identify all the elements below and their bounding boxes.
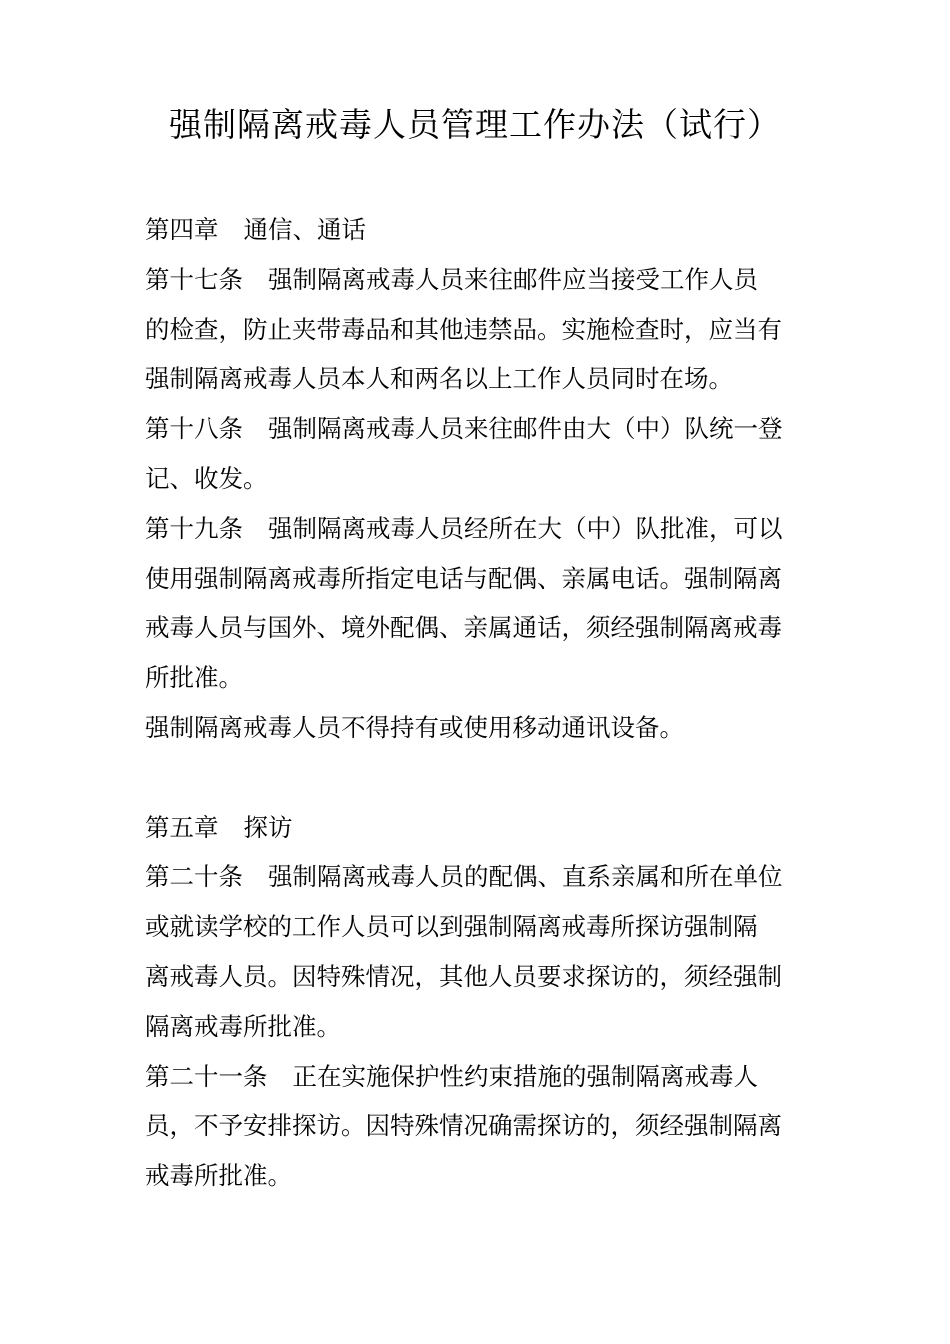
article-text: 强制隔离戒毒人员来往邮件由大（中）队统一登 (268, 414, 783, 444)
chapter-title: 通信、通话 (243, 215, 366, 244)
document-title: 强制隔离戒毒人员管理工作办法（试行） (169, 105, 781, 144)
article-text: 正在实施保护性约束措施的强制隔离戒毒人 (292, 1061, 758, 1091)
article-text: 员，不予安排探访。因特殊情况确需探访的，须经强制隔离 (145, 1111, 782, 1141)
chapter-heading (145, 205, 845, 255)
blank-line (145, 753, 845, 803)
chapter-heading (145, 803, 845, 853)
article-line (145, 255, 845, 305)
article-text: 戒毒人员与国外、境外配偶、亲属通话，须经强制隔离戒毒 (145, 613, 782, 643)
article-number: 第二十一条 (145, 1061, 268, 1091)
article-text: 或就读学校的工作人员可以到强制隔离戒毒所探访强制隔 (145, 912, 758, 942)
chapter-number: 第四章 (145, 215, 219, 244)
article-number: 第十七条 (145, 264, 243, 294)
article-text: 的检查，防止夹带毒品和其他违禁品。实施检查时，应当有 (145, 314, 782, 344)
article-number: 第十八条 (145, 414, 243, 444)
article-text: 隔离戒毒所批准。 (145, 1011, 341, 1041)
article-text: 强制隔离戒毒人员不得持有或使用移动通讯设备。 (145, 712, 684, 742)
article-text: 使用强制隔离戒毒所指定电话与配偶、亲属电话。强制隔离 (145, 563, 782, 593)
article-text: 记、收发。 (145, 463, 268, 493)
chapter-number: 第五章 (145, 812, 219, 842)
article-text: 离戒毒人员。因特殊情况，其他人员要求探访的，须经强制 (145, 961, 782, 991)
article-line (145, 404, 845, 454)
article-number: 第十九条 (145, 513, 243, 543)
article-text: 戒毒所批准。 (145, 1161, 292, 1191)
article-text: 所批准。 (145, 663, 243, 693)
document-body (145, 205, 845, 1201)
chapter-title: 探访 (243, 812, 293, 842)
article-text: 强制隔离戒毒人员的配偶、直系亲属和所在单位 (268, 862, 783, 892)
article-number: 第二十条 (145, 862, 243, 892)
article-text: 强制隔离戒毒人员本人和两名以上工作人员同时在场。 (145, 364, 733, 394)
article-text: 强制隔离戒毒人员经所在大（中）队批准，可以 (268, 513, 783, 543)
article-text: 强制隔离戒毒人员来往邮件应当接受工作人员 (268, 264, 758, 294)
article-line (145, 1052, 845, 1102)
article-line (145, 504, 845, 554)
article-line (145, 852, 845, 902)
